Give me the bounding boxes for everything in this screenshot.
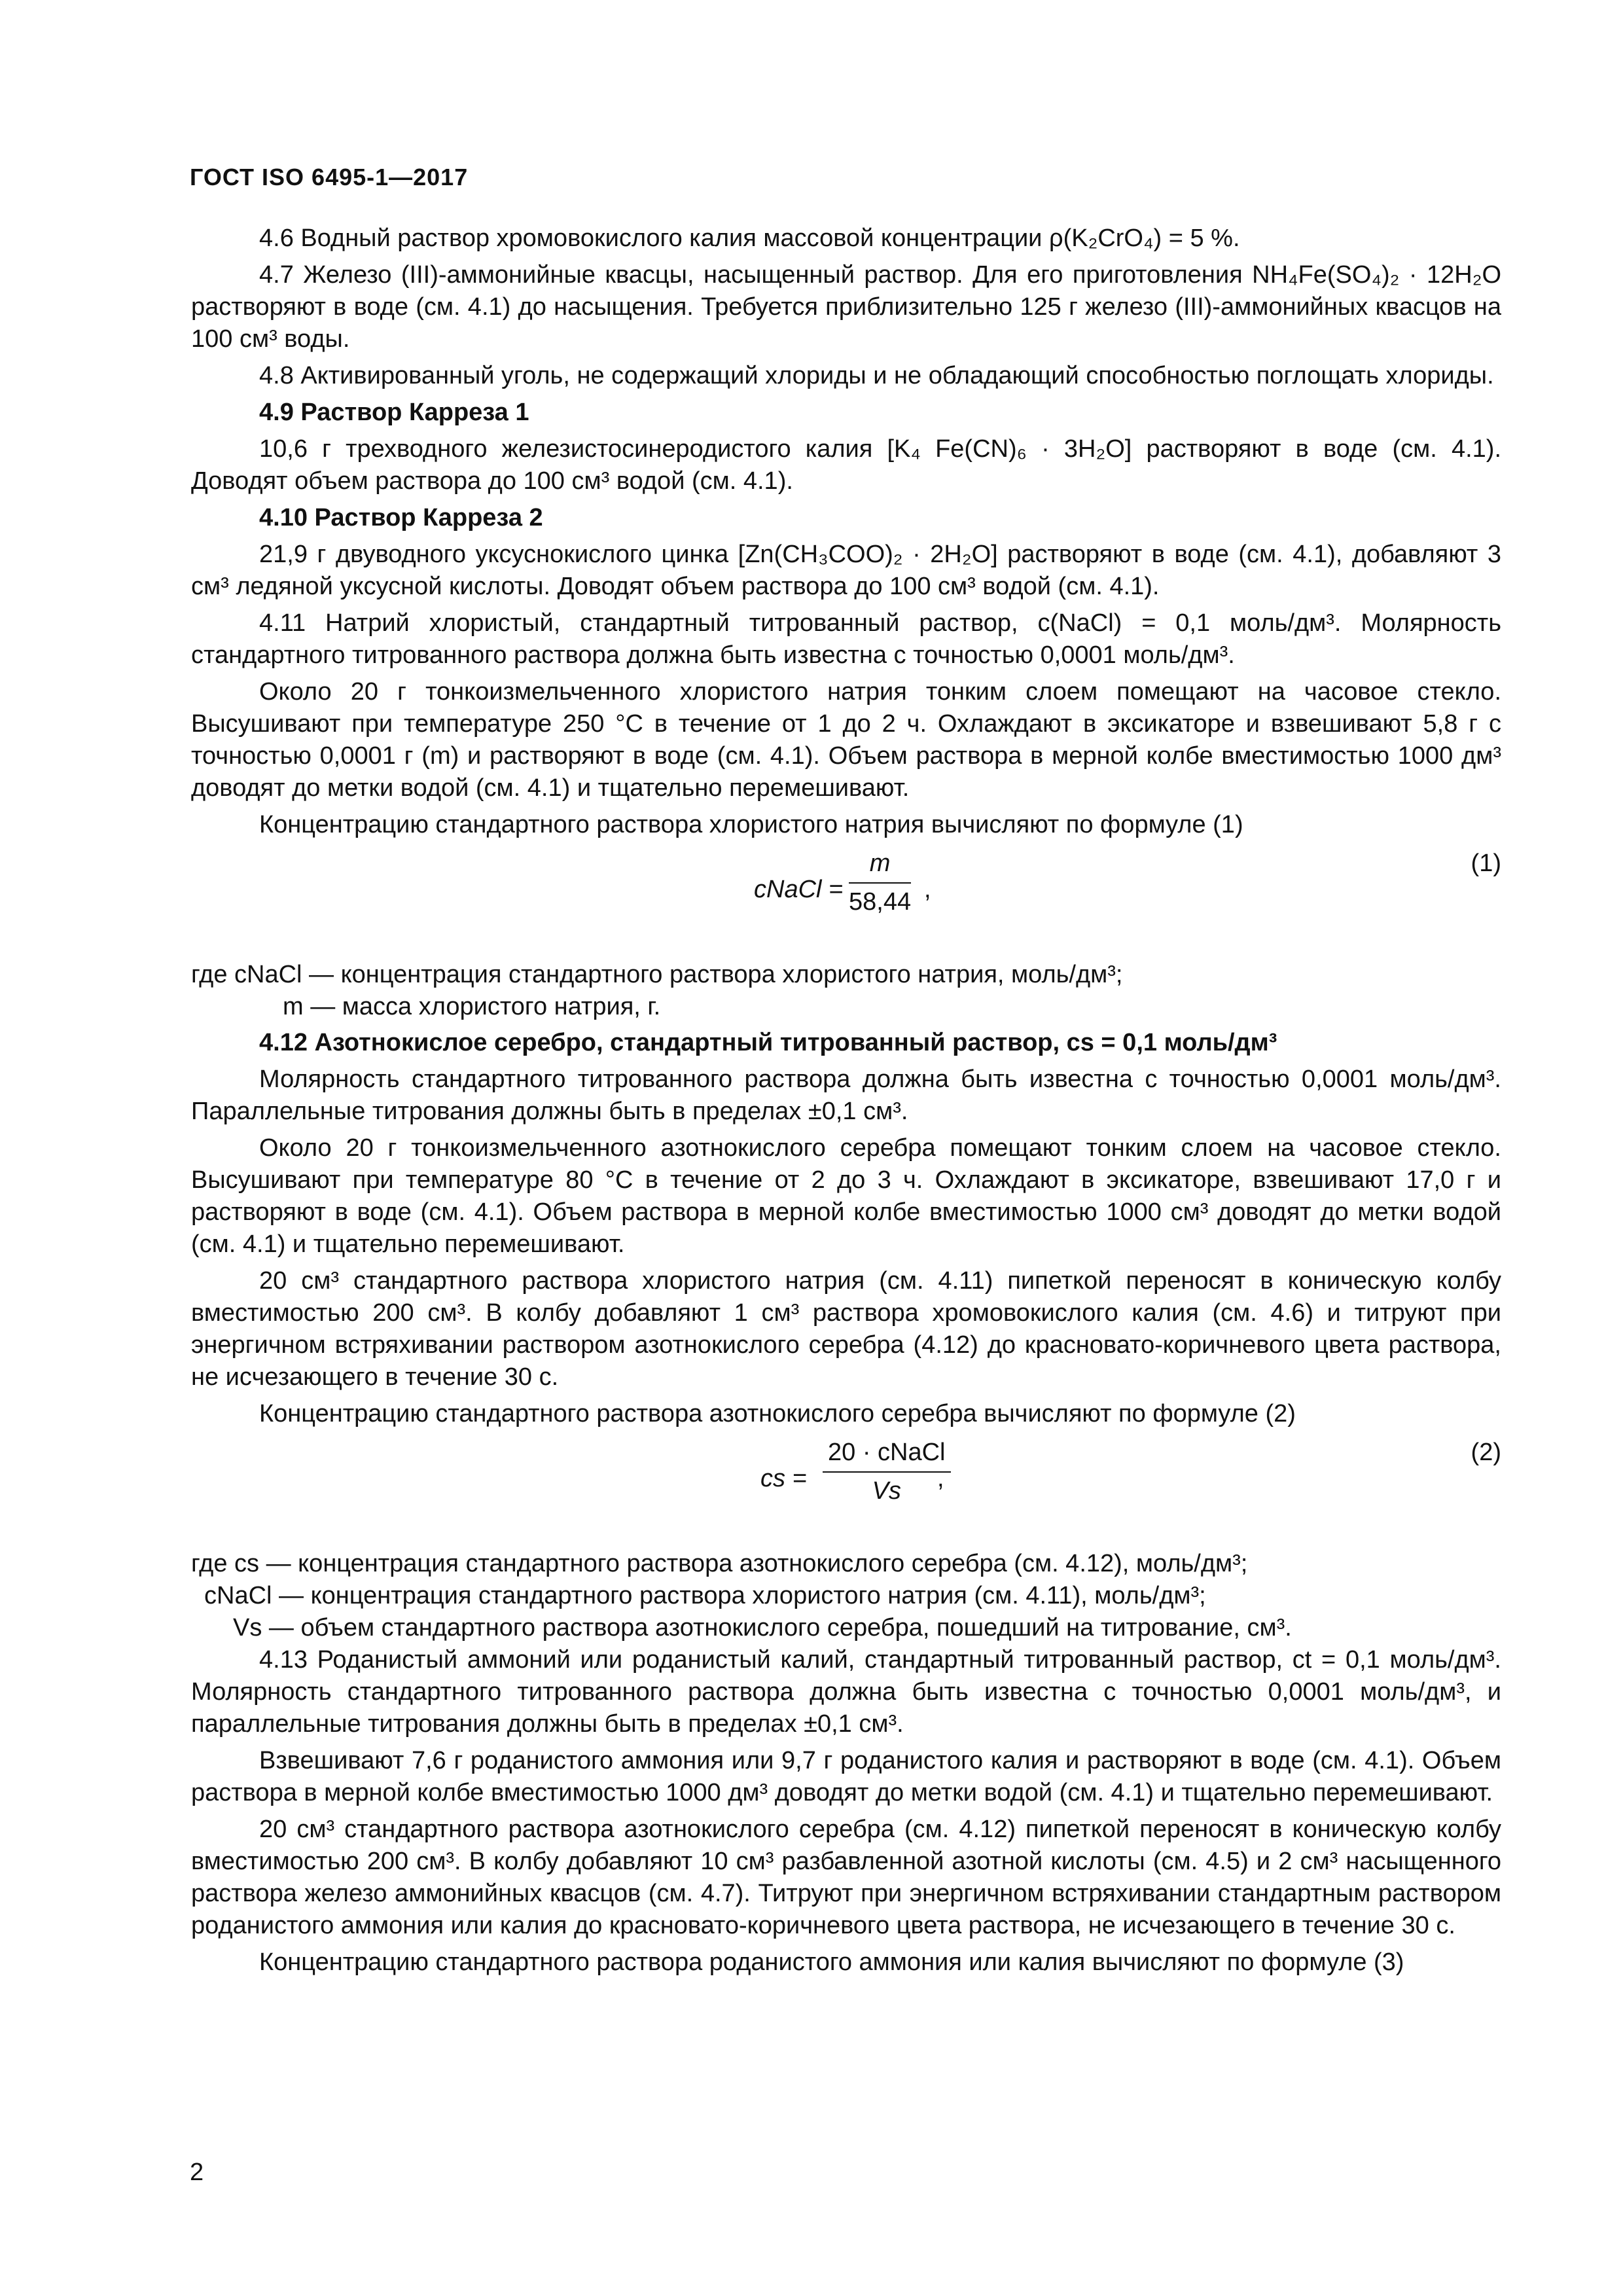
standard-header: ГОСТ ISO 6495-1—2017 <box>190 164 469 190</box>
formula-2-denominator: Vs <box>872 1477 901 1505</box>
formula-1 <box>191 848 1501 946</box>
formula-1-lhs: cNaCl = <box>754 876 844 903</box>
clause-4-12-titration: 20 см³ стандартного раствора хлористого натрия (см. 4.11) пипеткой переносят в коническую колбу вместимостью 200 см³. В колбу добавляют 1 см³ раствора хромовокислого калия (см. 4.6) и титруют при энергичном встряхивании раствором азотнокислого серебра (4.12) до красновато-коричневого цвета раствора, не исчезающего в течение 30 с. <box>191 1267 1501 1391</box>
clause-4-7: 4.7 Железо (III)-аммонийные квасцы, насыщенный раствор. Для его приготовления NH₄Fe(SO₄)₂ · 12H₂O растворяют в воде (см. 4.1) до насыщения. Требуется приблизительно 125 г железо (III)-аммонийных квасцов на 100 см³ воды. <box>191 261 1501 353</box>
clause-4-13-weighing: Взвешивают 7,6 г роданистого аммония или 9,7 г роданистого калия и растворяют в воде (см. 4.1). Объем раствора в мерной колбе вместимостью 1000 дм³ доводят до метки водой (см. 4.1) и тщательно перемешивают. <box>191 1747 1501 1806</box>
formula-2-lhs: cs = <box>760 1465 807 1492</box>
legend-1-m: m — масса хлористого натрия, г. <box>283 993 661 1020</box>
legend-1-cnacl: где cNaCl — концентрация стандартного раствора хлористого натрия, моль/дм³; <box>191 961 1123 988</box>
legend-2-cnacl: cNaCl — концентрация стандартного раствора хлористого натрия (см. 4.11), моль/дм³; <box>204 1582 1206 1609</box>
formula-1-fraction <box>849 848 911 918</box>
clause-4-13-formula-intro: Концентрацию стандартного раствора роданистого аммония или калия вычисляют по формуле (3) <box>259 1948 1404 1976</box>
clause-4-6: 4.6 Водный раствор хромовокислого калия массовой концентрации ρ(K₂CrO₄) = 5 %. <box>259 224 1240 252</box>
clause-4-12-molarity: Молярность стандартного титрованного раствора должна быть известна с точностью 0,0001 моль/дм³. Параллельные титрования должны быть в пределах ±0,1 см³. <box>191 1066 1501 1125</box>
clause-4-9-text: 10,6 г трехводного железистосинеродистого калия [K₄ Fe(CN)₆ · 3H₂O] растворяют в воде (см. 4.1). Доводят объем раствора до 100 см³ водой (см. 4.1). <box>191 435 1501 495</box>
formula-2-number: (2) <box>1471 1439 1501 1466</box>
formula-2-tail: , <box>937 1465 944 1492</box>
formula-2-numerator: 20 · cNaCl <box>823 1437 951 1473</box>
clause-4-13-titration: 20 см³ стандартного раствора азотнокислого серебра (см. 4.12) пипеткой переносят в коническую колбу вместимостью 200 см³. В колбу добавляют 10 см³ разбавленной азотной кислоты (см. 4.5) и 2 см³ насыщенного раствора железо аммонийных квасцов (см. 4.7). Титруют при энергичном встряхивании стандартным раствором роданистого аммония или калия до красновато-коричневого цвета раствора, не исчезающего в течение 30 с. <box>191 1816 1501 1939</box>
clause-4-12-formula-intro: Концентрацию стандартного раствора азотнокислого серебра вычисляют по формуле (2) <box>259 1400 1296 1427</box>
clause-4-13: 4.13 Роданистый аммоний или роданистый калий, стандартный титрованный раствор, ct = 0,1 моль/дм³. Молярность стандартного титрованного раствора должна быть известна с точностью 0,0001 моль/дм³, и параллельные титрования должны быть в пределах ±0,1 см³. <box>191 1646 1501 1738</box>
heading-4-10: 4.10 Раствор Карреза 2 <box>259 504 543 531</box>
heading-4-9: 4.9 Раствор Карреза 1 <box>259 399 529 426</box>
formula-1-number: (1) <box>1471 850 1501 877</box>
heading-4-12: 4.12 Азотнокислое серебро, стандартный титрованный раствор, cs = 0,1 моль/дм³ <box>259 1029 1277 1056</box>
clause-4-12-procedure: Около 20 г тонкоизмельченного азотнокислого серебра помещают тонким слоем на часовое стекло. Высушивают при температуре 80 °С в течение от 2 до 3 ч. Охлаждают в эксикаторе, взвешивают 17,0 г и растворяют в воде (см. 4.1). Объем раствора в мерной колбе вместимостью 1000 см³ доводят до метки водой (см. 4.1) и тщательно перемешивают. <box>191 1134 1501 1258</box>
page-number: 2 <box>190 2159 204 2186</box>
legend-2-vs: Vs — объем стандартного раствора азотнокислого серебра, пошедший на титрование, см³. <box>233 1614 1292 1641</box>
clause-4-10-text: 21,9 г двуводного уксуснокислого цинка [Zn(CH₃COO)₂ · 2H₂O] растворяют в воде (см. 4.1), добавляют 3 см³ ледяной уксусной кислоты. Доводят объем раствора до 100 см³ водой (см. 4.1). <box>191 541 1501 600</box>
formula-1-denominator: 58,44 <box>849 888 912 916</box>
clause-4-8: 4.8 Активированный уголь, не содержащий хлориды и не обладающий способностью поглощать хлориды. <box>259 362 1494 389</box>
formula-2 <box>191 1437 1501 1535</box>
clause-4-11-procedure: Около 20 г тонкоизмельченного хлористого натрия тонким слоем помещают на часовое стекло. Высушивают при температуре 250 °С в течение от 1 до 2 ч. Охлаждают в эксикаторе и взвешивают 5,8 г с точностью 0,0001 г (m) и растворяют в воде (см. 4.1). Объем раствора в мерной колбе вместимостью 1000 дм³ доводят до метки водой (см. 4.1) и тщательно перемешивают. <box>191 678 1501 802</box>
formula-2-fraction <box>823 1437 951 1507</box>
clause-4-11: 4.11 Натрий хлористый, стандартный титрованный раствор, c(NaCl) = 0,1 моль/дм³. Молярность стандартного титрованного раствора должна быть известна с точностью 0,0001 моль/дм³. <box>191 609 1501 669</box>
clause-4-11-formula-intro: Концентрацию стандартного раствора хлористого натрия вычисляют по формуле (1) <box>259 811 1243 838</box>
formula-1-numerator: m <box>849 848 911 884</box>
formula-1-tail: , <box>924 876 931 903</box>
document-body <box>191 223 1501 1983</box>
legend-2-cs: где cs — концентрация стандартного раствора азотнокислого серебра (см. 4.12), моль/дм³; <box>191 1550 1248 1577</box>
